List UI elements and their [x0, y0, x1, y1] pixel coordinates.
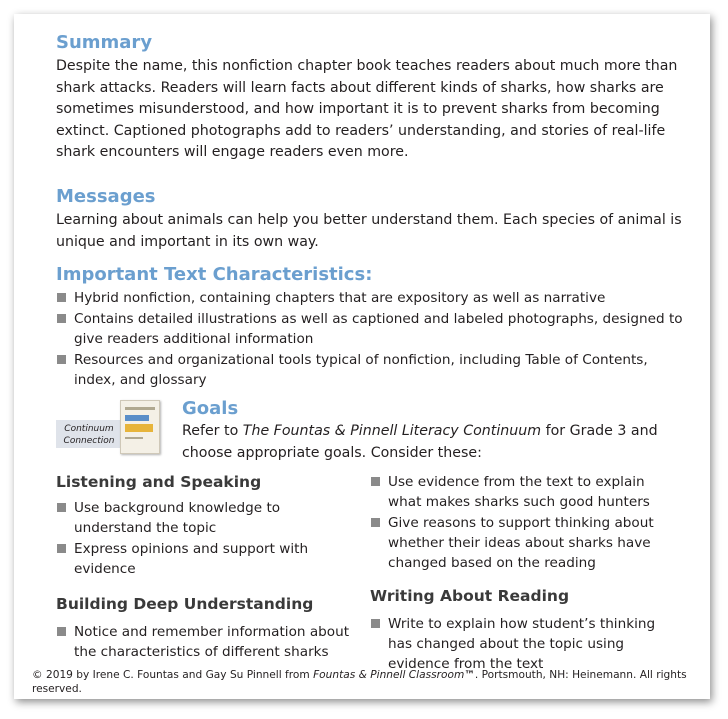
list-item: Use background knowledge to understand the topic: [56, 498, 356, 538]
bullet-square-icon: [371, 518, 380, 527]
goals-section: [182, 398, 692, 464]
characteristics-list: [56, 288, 692, 390]
lesson-card: [14, 14, 710, 699]
characteristics-heading: Important Text Characteristics:: [56, 264, 373, 285]
continuum-book-cover-icon: [120, 400, 160, 454]
list-item: Resources and organizational tools typical of nonfiction, including Table of Contents, index, and glossary: [56, 350, 692, 390]
deep-list: [56, 622, 356, 662]
summary-text: Despite the name, this nonfiction chapter book teaches readers about much more than shark attacks. Readers will learn facts about different kinds of sharks, how sharks are sometimes misunderstood, and how important it is to prevent sharks from becoming extinct. Captioned photographs add to readers’ understanding, and stories of real-life shark encounters will engage readers even more.: [56, 58, 678, 160]
goals-intro: Refer to The Fountas & Pinnell Literacy Continuum for Grade 3 and choose appropriate goals. Consider these:: [182, 423, 658, 461]
summary-section: [56, 32, 692, 164]
copyright-footer: © 2019 by Irene C. Fountas and Gay Su Pinnell from Fountas & Pinnell Classroom™. Portsmouth, NH: Heinemann. All rights reserved.: [32, 669, 687, 695]
list-item: Write to explain how student’s thinking has changed about the topic using evidence from the text: [370, 614, 670, 674]
bullet-square-icon: [57, 627, 66, 636]
messages-heading: Messages: [56, 186, 156, 207]
listening-speaking-section: [56, 472, 356, 580]
messages-section: [56, 186, 692, 253]
bullet-square-icon: [57, 503, 66, 512]
bullet-square-icon: [57, 355, 66, 364]
deep-understanding-section: [56, 594, 356, 663]
right-column-list: [370, 472, 670, 574]
list-item: Give reasons to support thinking about whether their ideas about sharks have changed based on the reading: [370, 513, 670, 573]
list-item: Use evidence from the text to explain what makes sharks such good hunters: [370, 472, 670, 512]
bullet-square-icon: [57, 544, 66, 553]
writing-about-reading-section: [370, 586, 670, 675]
messages-text: Learning about animals can help you better understand them. Each species of animal is unique and important in its own way.: [56, 212, 682, 250]
list-item: Hybrid nonfiction, containing chapters that are expository as well as narrative: [56, 288, 692, 308]
deep-heading: Building Deep Understanding: [56, 595, 314, 613]
continuum-connection-badge: Continuum Connection: [56, 420, 122, 448]
list-item: Contains detailed illustrations as well as captioned and labeled photographs, designed to give readers additional information: [56, 309, 692, 349]
list-item: Notice and remember information about the characteristics of different sharks: [56, 622, 356, 662]
list-item: Express opinions and support with evidence: [56, 539, 356, 579]
listening-list: [56, 498, 356, 579]
bullet-square-icon: [57, 293, 66, 302]
characteristics-section: [56, 264, 692, 391]
goals-heading: Goals: [182, 398, 239, 419]
bullet-square-icon: [371, 477, 380, 486]
writing-heading: Writing About Reading: [370, 587, 570, 605]
writing-list: [370, 614, 670, 674]
listening-heading: Listening and Speaking: [56, 473, 262, 491]
bullet-square-icon: [371, 619, 380, 628]
summary-heading: Summary: [56, 32, 153, 53]
bullet-square-icon: [57, 314, 66, 323]
